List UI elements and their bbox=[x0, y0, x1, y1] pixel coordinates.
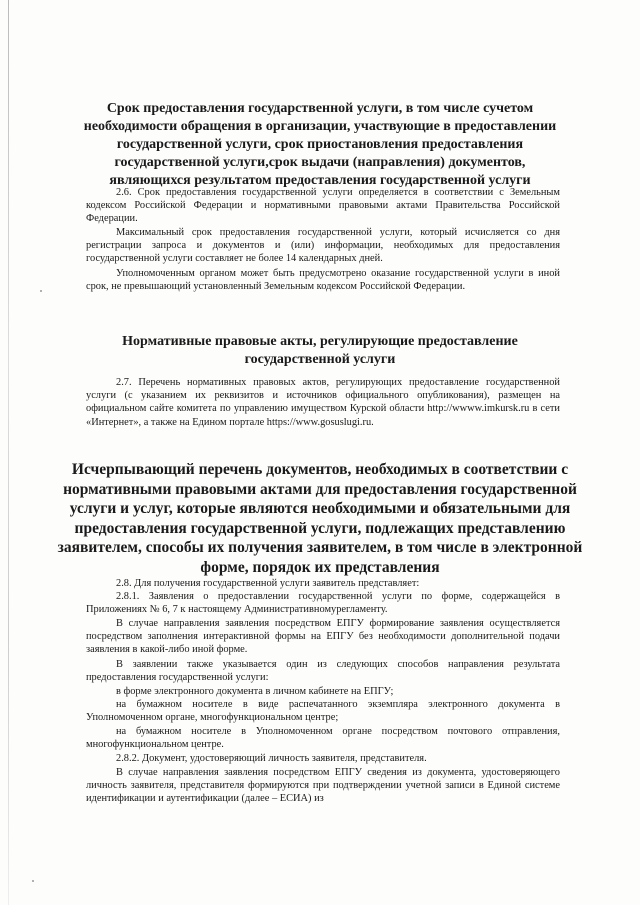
scan-speck bbox=[40, 290, 42, 292]
section-title-legal-acts bbox=[60, 333, 580, 369]
title-line: Срок предоставления государственной услуги, в том числе сучетом bbox=[106, 101, 534, 116]
scan-speck bbox=[32, 880, 34, 882]
title-line: нормативными правовыми актами для предоставления государственной bbox=[63, 480, 577, 498]
paragraph-2-6: 2.6. Срок предоставления государственной услуги определяется в соответствии с Земельным кодексом Российской Федерации и нормативными правовыми актами Правительства Российской Федерации. bbox=[86, 187, 560, 225]
title-line: Нормативные правовые акты, регулирующие предоставление bbox=[122, 334, 518, 349]
section-title-term bbox=[60, 100, 580, 190]
paragraph-other-term: Уполномоченным органом может быть предусмотрено оказание государственной услуги в иной срок, не превышающий установленный Земельным кодексом Российской Федерации. bbox=[86, 268, 560, 293]
title-line: форме, порядок их представления bbox=[200, 558, 440, 576]
paragraph-paper-post: на бумажном носителе в Уполномоченном органе посредством почтового отправления, многофункциональном центре. bbox=[86, 726, 560, 751]
title-line: являющихся результатом предоставления государственной услуги bbox=[109, 173, 531, 188]
paragraph-2-8-1: 2.8.1. Заявления о предоставлении государственной услуги по форме, содержащейся в Приложениях № 6, 7 к настоящему Административномурегламенту. bbox=[86, 591, 560, 616]
title-line: государственной услуги, срок приостановления предоставления bbox=[116, 137, 524, 152]
title-line: необходимости обращения в организации, участвующие в предоставлении bbox=[83, 119, 557, 134]
title-line: услуги и услуг, которые являются необходимыми и обязательными для bbox=[69, 500, 571, 517]
title-line: предоставления государственной услуги, подлежащих представлению bbox=[74, 519, 566, 537]
title-line: Исчерпывающий перечень документов, необходимых в соответствии с bbox=[71, 461, 569, 478]
title-line: государственной услуги,срок выдачи (направления) документов, bbox=[114, 155, 526, 170]
title-line: государственной услуги bbox=[244, 352, 396, 367]
paragraph-2-8-2: 2.8.2. Документ, удостоверяющий личность заявителя, представителя. bbox=[116, 753, 427, 764]
section-title-documents bbox=[44, 460, 596, 577]
title-line: заявителем, способы их получения заявителем, в том числе в электронной bbox=[57, 539, 583, 556]
paragraph-paper-mfc: на бумажном носителе в виде распечатанного экземпляра электронного документа в Уполномоченном органе, многофункциональном центре; bbox=[86, 699, 560, 724]
paragraph-electronic: в форме электронного документа в личном кабинете на ЕПГУ; bbox=[116, 686, 394, 697]
paragraph-result-method: В заявлении также указывается один из следующих способов направления результата предоставления государственной услуги: bbox=[86, 659, 560, 684]
paragraph-2-8: 2.8. Для получения государственной услуги заявитель представляет: bbox=[116, 578, 420, 589]
paragraph-esia: В случае направления заявления посредством ЕПГУ сведения из документа, удостоверяющего личность заявителя, представителя формируются при подтверждении учетной записи в Единой системе идентификации и аутентификации (далее – ЕСИА) из bbox=[86, 767, 560, 805]
paragraph-2-7: 2.7. Перечень нормативных правовых актов, регулирующих предоставление государственной услуги (с указанием их реквизитов и источников официального опубликования), размещен на официальном сайте комитета по управлению имуществом Курской области http://wwww.imkursk.ru в сети «Интернет», а также на Едином портале https://www.gosuslugi.ru. bbox=[86, 377, 560, 428]
scan-edge-line bbox=[8, 0, 9, 905]
paragraph-max-term: Максимальный срок предоставления государственной услуги, который исчисляется со дня регистрации запроса и документов и (или) информации, необходимых для предоставления государственной услуги составляет не более 14 календарных дней. bbox=[86, 227, 560, 265]
paragraph-epgu-form: В случае направления заявления посредством ЕПГУ формирование заявления осуществляется посредством заполнения интерактивной формы на ЕПГУ без необходимости дополнительной подачи заявления в какой-либо иной форме. bbox=[86, 618, 560, 656]
